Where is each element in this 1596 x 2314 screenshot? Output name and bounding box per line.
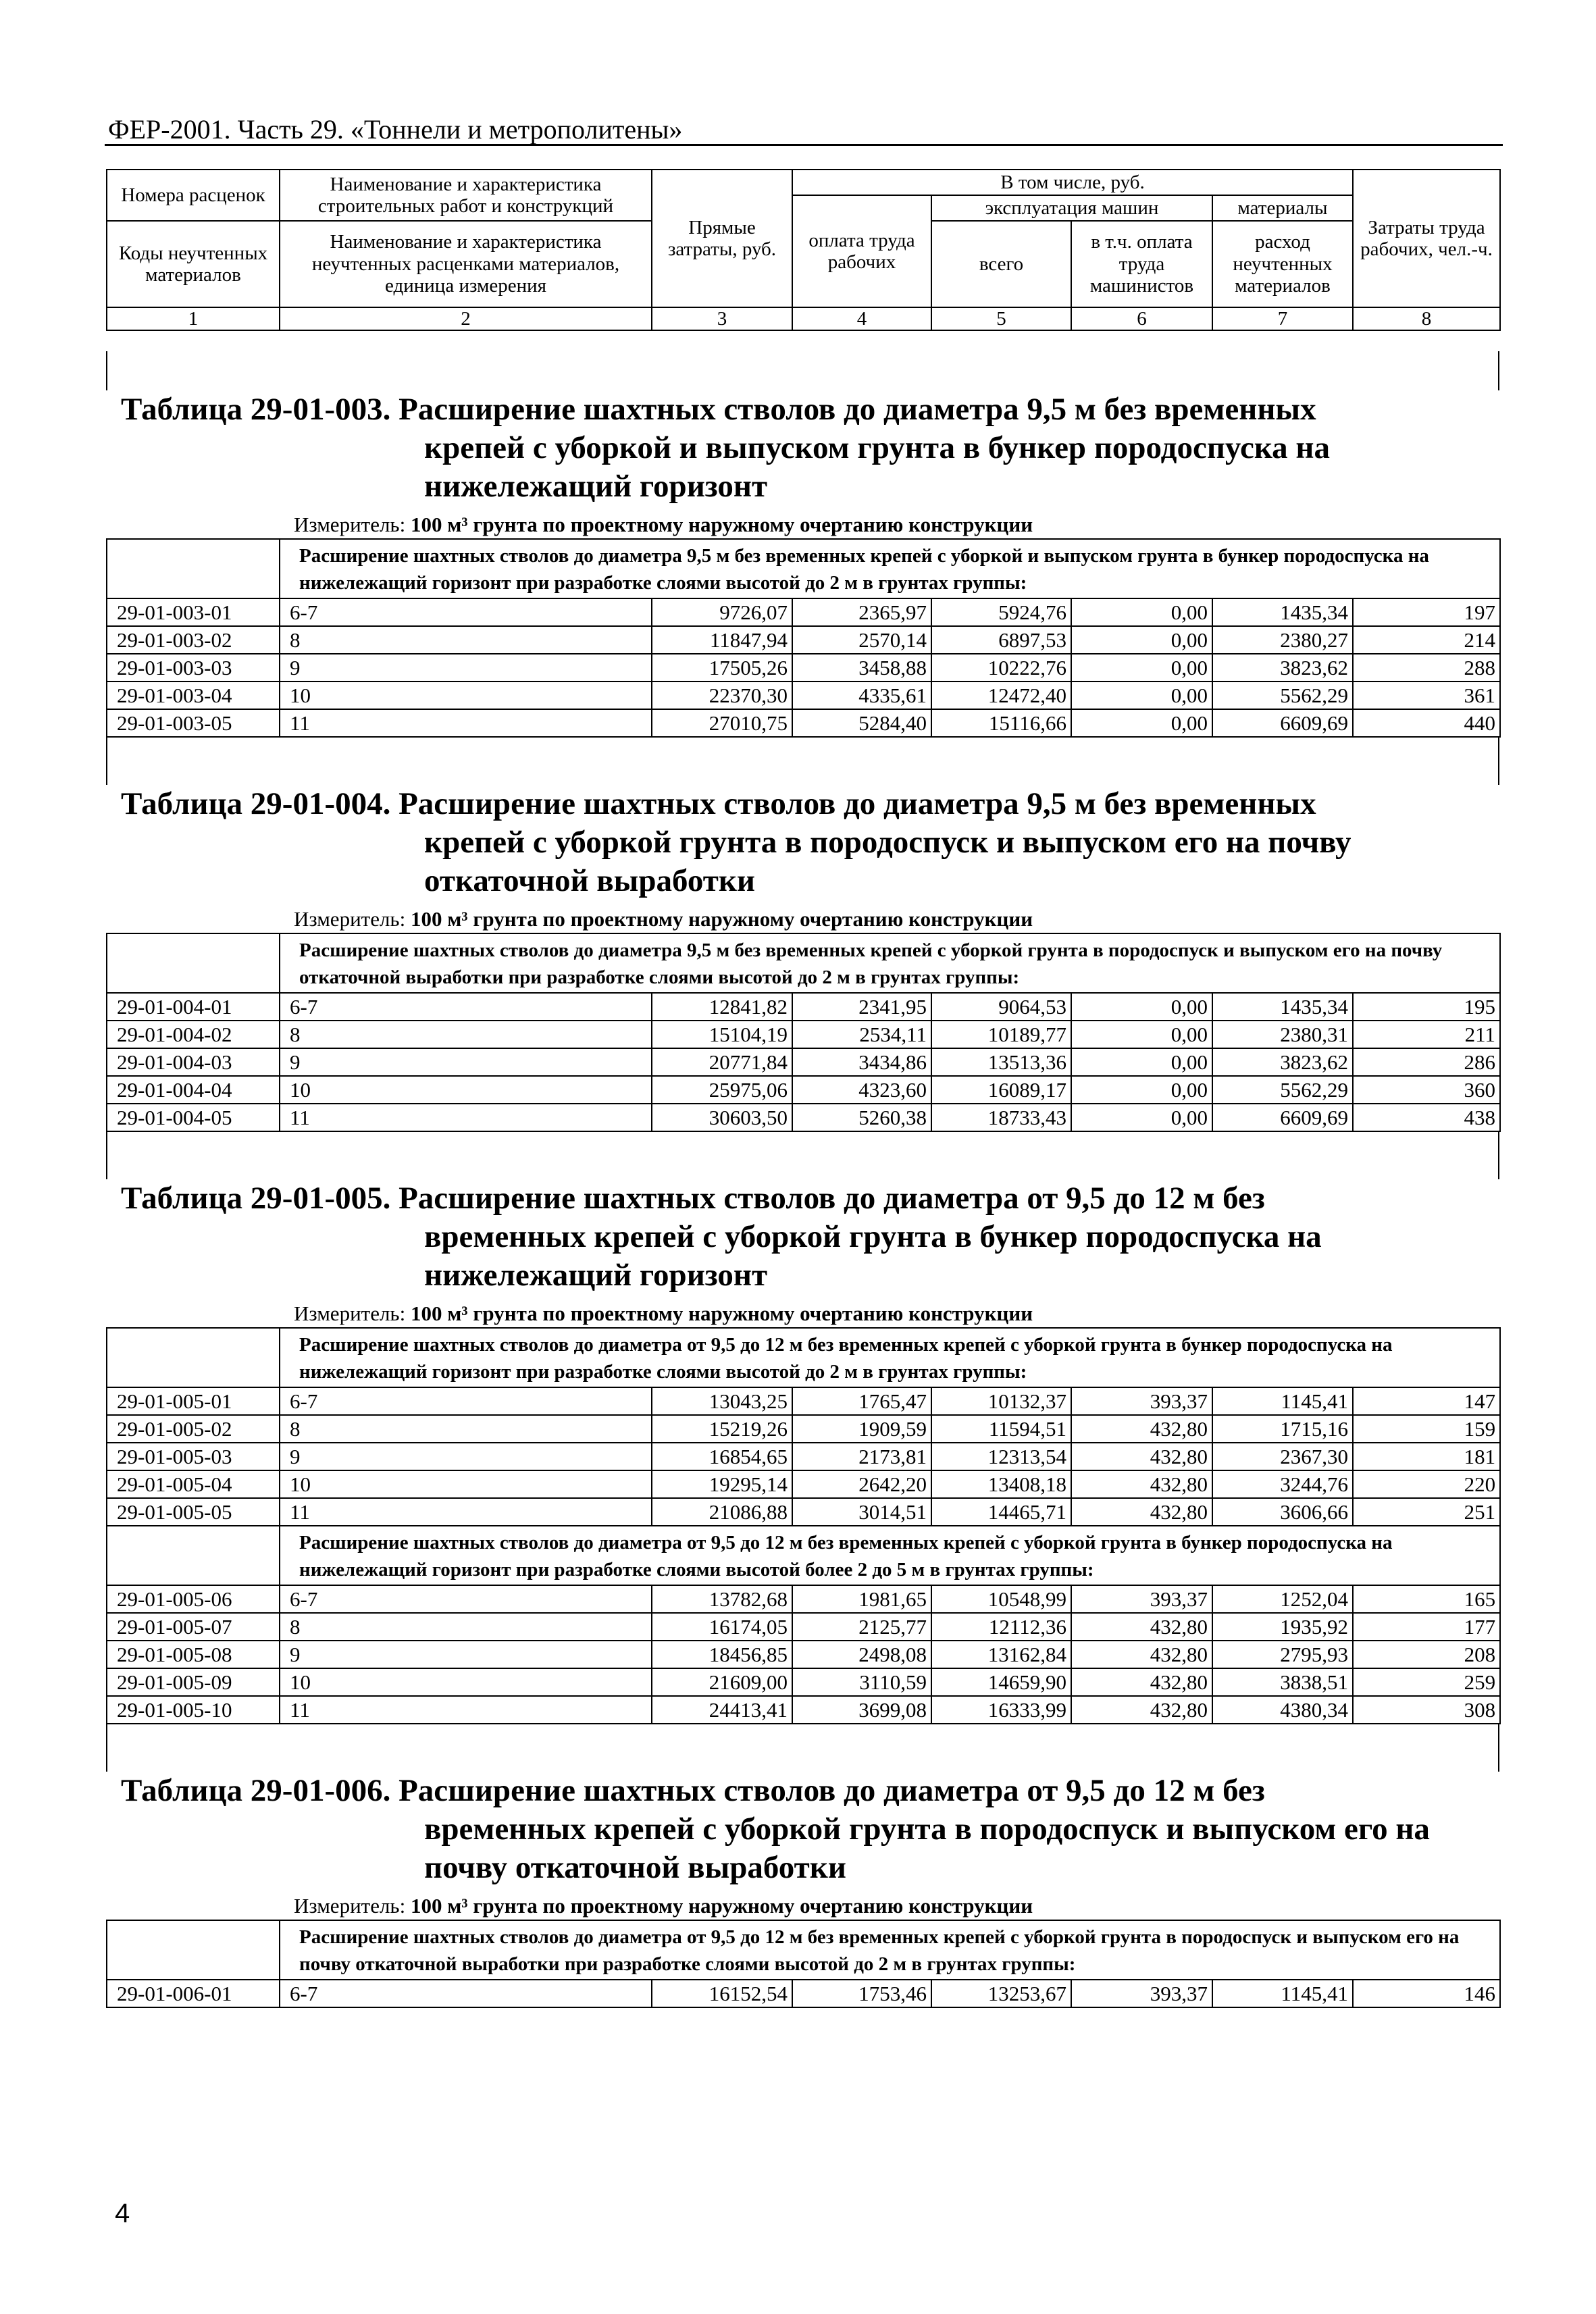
labor-hours-cell: 195 xyxy=(1353,993,1500,1021)
group-description-row xyxy=(107,539,1500,598)
machines-total-cell: 12112,36 xyxy=(931,1613,1071,1641)
worker-pay-cell: 4323,60 xyxy=(792,1076,931,1104)
machines-total-cell: 11594,51 xyxy=(931,1415,1071,1443)
soil-group-cell: 11 xyxy=(280,1498,652,1526)
machinist-pay-cell: 393,37 xyxy=(1071,1387,1212,1415)
soil-group-cell: 10 xyxy=(280,1470,652,1498)
worker-pay-cell: 2341,95 xyxy=(792,993,931,1021)
measurement-label: Измеритель: xyxy=(294,513,406,536)
col-num: 1 xyxy=(107,307,280,330)
machines-total-cell: 10222,76 xyxy=(931,654,1071,682)
labor-hours-cell: 147 xyxy=(1353,1387,1500,1415)
labor-hours-cell: 286 xyxy=(1353,1048,1500,1076)
rate-code-cell: 29-01-005-09 xyxy=(107,1668,280,1696)
section-spacer xyxy=(106,1132,1499,1179)
labor-hours-cell: 308 xyxy=(1353,1696,1500,1724)
worker-pay-cell: 2125,77 xyxy=(792,1613,931,1641)
materials-cost-cell: 1935,92 xyxy=(1212,1613,1353,1641)
table-title-line: почву откаточной выработки xyxy=(424,1850,846,1885)
column-header-table xyxy=(106,169,1501,331)
labor-hours-cell: 211 xyxy=(1353,1021,1500,1048)
rate-code-cell: 29-01-004-02 xyxy=(107,1021,280,1048)
col-head-material-codes: Коды неучтенных материалов xyxy=(107,221,280,307)
col-head-material-name: Наименование и характеристика неучтенных расценками материалов, единица измерения xyxy=(280,221,652,307)
direct-costs-cell: 11847,94 xyxy=(652,626,792,654)
machinist-pay-cell: 0,00 xyxy=(1071,1021,1212,1048)
soil-group-cell: 11 xyxy=(280,1696,652,1724)
machinist-pay-cell: 0,00 xyxy=(1071,682,1212,709)
table-title-line: нижележащий горизонт xyxy=(424,1258,768,1293)
table-row xyxy=(107,709,1500,737)
materials-cost-cell: 1145,41 xyxy=(1212,1980,1353,2007)
labor-hours-cell: 361 xyxy=(1353,682,1500,709)
direct-costs-cell: 13782,68 xyxy=(652,1585,792,1613)
machinist-pay-cell: 432,80 xyxy=(1071,1498,1212,1526)
table-row xyxy=(107,1585,1500,1613)
direct-costs-cell: 20771,84 xyxy=(652,1048,792,1076)
labor-hours-cell: 220 xyxy=(1353,1470,1500,1498)
table-row xyxy=(107,1021,1500,1048)
table-title-line: Расширение шахтных стволов до диаметра от 9,5 до 12 м без xyxy=(398,1181,1265,1216)
materials-cost-cell: 1435,34 xyxy=(1212,993,1353,1021)
worker-pay-cell: 2365,97 xyxy=(792,598,931,626)
soil-group-cell: 8 xyxy=(280,1415,652,1443)
group-description: Расширение шахтных стволов до диаметра от 9,5 до 12 м без временных крепей с уборкой грунта в бункер породоспуска на нижележащий горизонт при разработке слоями высотой более 2 до 5 м в грунтах группы: xyxy=(280,1526,1500,1585)
direct-costs-cell: 16174,05 xyxy=(652,1613,792,1641)
soil-group-cell: 8 xyxy=(280,1021,652,1048)
measurement-unit xyxy=(106,1893,1499,1920)
materials-cost-cell: 2367,30 xyxy=(1212,1443,1353,1470)
table-number: Таблица 29-01-006. xyxy=(121,1773,391,1808)
rate-table-section xyxy=(106,1772,1499,2008)
labor-hours-cell: 197 xyxy=(1353,598,1500,626)
rate-code-cell: 29-01-003-01 xyxy=(107,598,280,626)
col-head-worker-pay: оплата труда рабочих xyxy=(792,195,931,307)
labor-hours-cell: 214 xyxy=(1353,626,1500,654)
direct-costs-cell: 18456,85 xyxy=(652,1641,792,1668)
table-row xyxy=(107,1470,1500,1498)
soil-group-cell: 6-7 xyxy=(280,993,652,1021)
direct-costs-cell: 19295,14 xyxy=(652,1470,792,1498)
col-head-including: В том числе, руб. xyxy=(792,170,1353,195)
table-title xyxy=(106,390,1499,506)
col-head-work-name: Наименование и характеристика строительных работ и конструкций xyxy=(280,170,652,221)
machines-total-cell: 13408,18 xyxy=(931,1470,1071,1498)
col-head-machines: эксплуатация машин xyxy=(931,195,1212,221)
machines-total-cell: 15116,66 xyxy=(931,709,1071,737)
machines-total-cell: 16089,17 xyxy=(931,1076,1071,1104)
group-description-row xyxy=(107,1920,1500,1980)
rate-code-cell: 29-01-005-02 xyxy=(107,1415,280,1443)
table-number: Таблица 29-01-004. xyxy=(121,786,391,821)
col-head-machinist-pay: в т.ч. оплата труда машинистов xyxy=(1071,221,1212,307)
soil-group-cell: 8 xyxy=(280,626,652,654)
blank-cell xyxy=(107,1920,280,1980)
rate-code-cell: 29-01-006-01 xyxy=(107,1980,280,2007)
machinist-pay-cell: 432,80 xyxy=(1071,1443,1212,1470)
machines-total-cell: 14465,71 xyxy=(931,1498,1071,1526)
soil-group-cell: 6-7 xyxy=(280,1980,652,2007)
labor-hours-cell: 440 xyxy=(1353,709,1500,737)
rate-code-cell: 29-01-003-02 xyxy=(107,626,280,654)
worker-pay-cell: 4335,61 xyxy=(792,682,931,709)
col-num: 8 xyxy=(1353,307,1500,330)
soil-group-cell: 11 xyxy=(280,1104,652,1131)
table-row xyxy=(107,682,1500,709)
machines-total-cell: 6897,53 xyxy=(931,626,1071,654)
soil-group-cell: 11 xyxy=(280,709,652,737)
measurement-value: 100 м³ грунта по проектному наружному очертанию конструкции xyxy=(410,1894,1033,1918)
worker-pay-cell: 5260,38 xyxy=(792,1104,931,1131)
machinist-pay-cell: 0,00 xyxy=(1071,1104,1212,1131)
machinist-pay-cell: 432,80 xyxy=(1071,1613,1212,1641)
rate-table-section xyxy=(106,390,1499,738)
labor-hours-cell: 159 xyxy=(1353,1415,1500,1443)
direct-costs-cell: 24413,41 xyxy=(652,1696,792,1724)
rate-table xyxy=(106,933,1501,1132)
materials-cost-cell: 2380,27 xyxy=(1212,626,1353,654)
rate-code-cell: 29-01-005-07 xyxy=(107,1613,280,1641)
materials-cost-cell: 3823,62 xyxy=(1212,654,1353,682)
table-row xyxy=(107,1613,1500,1641)
table-row xyxy=(107,1387,1500,1415)
measurement-value: 100 м³ грунта по проектному наружному очертанию конструкции xyxy=(410,907,1033,931)
worker-pay-cell: 1753,46 xyxy=(792,1980,931,2007)
labor-hours-cell: 360 xyxy=(1353,1076,1500,1104)
table-title-line: временных крепей с уборкой грунта в породоспуск и выпуском его на xyxy=(424,1811,1430,1847)
direct-costs-cell: 21609,00 xyxy=(652,1668,792,1696)
table-row xyxy=(107,1696,1500,1724)
direct-costs-cell: 15104,19 xyxy=(652,1021,792,1048)
rate-code-cell: 29-01-005-10 xyxy=(107,1696,280,1724)
machinist-pay-cell: 0,00 xyxy=(1071,709,1212,737)
soil-group-cell: 9 xyxy=(280,1048,652,1076)
machines-total-cell: 10548,99 xyxy=(931,1585,1071,1613)
col-num: 6 xyxy=(1071,307,1212,330)
machines-total-cell: 10189,77 xyxy=(931,1021,1071,1048)
group-description-row xyxy=(107,1526,1500,1585)
labor-hours-cell: 181 xyxy=(1353,1443,1500,1470)
materials-cost-cell: 6609,69 xyxy=(1212,709,1353,737)
section-spacer xyxy=(106,1724,1499,1772)
measurement-value: 100 м³ грунта по проектному наружному очертанию конструкции xyxy=(410,1302,1033,1325)
materials-cost-cell: 2380,31 xyxy=(1212,1021,1353,1048)
col-num: 5 xyxy=(931,307,1071,330)
direct-costs-cell: 17505,26 xyxy=(652,654,792,682)
worker-pay-cell: 1981,65 xyxy=(792,1585,931,1613)
table-title-line: крепей с уборкой грунта в породоспуск и выпуском его на почву xyxy=(424,825,1352,860)
blank-cell xyxy=(107,1526,280,1585)
soil-group-cell: 9 xyxy=(280,1641,652,1668)
col-num: 7 xyxy=(1212,307,1353,330)
machines-total-cell: 13513,36 xyxy=(931,1048,1071,1076)
labor-hours-cell: 438 xyxy=(1353,1104,1500,1131)
group-description: Расширение шахтных стволов до диаметра от 9,5 до 12 м без временных крепей с уборкой грунта в породоспуск и выпуском его на почву откаточной выработки при разработке слоями высотой до 2 м в грунтах группы: xyxy=(280,1920,1500,1980)
machines-total-cell: 14659,90 xyxy=(931,1668,1071,1696)
table-number: Таблица 29-01-005. xyxy=(121,1181,391,1216)
tables-body xyxy=(106,351,1499,2008)
group-description: Расширение шахтных стволов до диаметра 9,5 м без временных крепей с уборкой и выпуском грунта в бункер породоспуска на нижележащий горизонт при разработке слоями высотой до 2 м в грунтах группы: xyxy=(280,539,1500,598)
labor-hours-cell: 165 xyxy=(1353,1585,1500,1613)
worker-pay-cell: 2642,20 xyxy=(792,1470,931,1498)
table-title-line: крепей с уборкой и выпуском грунта в бункер породоспуска на xyxy=(424,430,1331,465)
measurement-value: 100 м³ грунта по проектному наружному очертанию конструкции xyxy=(410,513,1033,536)
rate-code-cell: 29-01-003-04 xyxy=(107,682,280,709)
rate-table xyxy=(106,1920,1501,2008)
machines-total-cell: 12313,54 xyxy=(931,1443,1071,1470)
blank-cell xyxy=(107,539,280,598)
machinist-pay-cell: 0,00 xyxy=(1071,654,1212,682)
rate-code-cell: 29-01-003-03 xyxy=(107,654,280,682)
soil-group-cell: 10 xyxy=(280,1076,652,1104)
col-head-material-usage: расход неучтенных материалов xyxy=(1212,221,1353,307)
col-num: 3 xyxy=(652,307,792,330)
col-head-machines-total: всего xyxy=(931,221,1071,307)
table-title-line: временных крепей с уборкой грунта в бункер породоспуска на xyxy=(424,1219,1322,1254)
machines-total-cell: 12472,40 xyxy=(931,682,1071,709)
machines-total-cell: 13253,67 xyxy=(931,1980,1071,2007)
labor-hours-cell: 259 xyxy=(1353,1668,1500,1696)
materials-cost-cell: 3244,76 xyxy=(1212,1470,1353,1498)
worker-pay-cell: 3014,51 xyxy=(792,1498,931,1526)
table-number: Таблица 29-01-003. xyxy=(121,392,391,427)
table-row xyxy=(107,993,1500,1021)
soil-group-cell: 6-7 xyxy=(280,1585,652,1613)
group-description: Расширение шахтных стволов до диаметра 9,5 м без временных крепей с уборкой грунта в породоспуск и выпуском его на почву откаточной выработки при разработке слоями высотой до 2 м в грунтах группы: xyxy=(280,933,1500,993)
direct-costs-cell: 16854,65 xyxy=(652,1443,792,1470)
machines-total-cell: 5924,76 xyxy=(931,598,1071,626)
materials-cost-cell: 5562,29 xyxy=(1212,1076,1353,1104)
table-title-line: Расширение шахтных стволов до диаметра 9,5 м без временных xyxy=(398,392,1316,427)
rate-code-cell: 29-01-005-05 xyxy=(107,1498,280,1526)
rate-code-cell: 29-01-005-01 xyxy=(107,1387,280,1415)
worker-pay-cell: 2498,08 xyxy=(792,1641,931,1668)
machines-total-cell: 10132,37 xyxy=(931,1387,1071,1415)
machinist-pay-cell: 432,80 xyxy=(1071,1696,1212,1724)
table-row xyxy=(107,1076,1500,1104)
table-row xyxy=(107,654,1500,682)
col-head-materials: материалы xyxy=(1212,195,1353,221)
worker-pay-cell: 1909,59 xyxy=(792,1415,931,1443)
table-row xyxy=(107,1498,1500,1526)
table-row xyxy=(107,626,1500,654)
table-row xyxy=(107,1104,1500,1131)
machines-total-cell: 13162,84 xyxy=(931,1641,1071,1668)
machinist-pay-cell: 432,80 xyxy=(1071,1668,1212,1696)
labor-hours-cell: 146 xyxy=(1353,1980,1500,2007)
blank-cell xyxy=(107,1328,280,1387)
rate-code-cell: 29-01-004-04 xyxy=(107,1076,280,1104)
section-spacer xyxy=(106,738,1499,785)
table-title-line: Расширение шахтных стволов до диаметра 9,5 м без временных xyxy=(398,786,1316,821)
worker-pay-cell: 5284,40 xyxy=(792,709,931,737)
direct-costs-cell: 16152,54 xyxy=(652,1980,792,2007)
rate-code-cell: 29-01-005-08 xyxy=(107,1641,280,1668)
machinist-pay-cell: 393,37 xyxy=(1071,1980,1212,2007)
labor-hours-cell: 208 xyxy=(1353,1641,1500,1668)
soil-group-cell: 10 xyxy=(280,1668,652,1696)
rate-code-cell: 29-01-004-01 xyxy=(107,993,280,1021)
page-number: 4 xyxy=(115,2199,130,2228)
table-row xyxy=(107,1415,1500,1443)
worker-pay-cell: 2173,81 xyxy=(792,1443,931,1470)
rate-code-cell: 29-01-004-03 xyxy=(107,1048,280,1076)
table-row xyxy=(107,1980,1500,2007)
soil-group-cell: 9 xyxy=(280,654,652,682)
worker-pay-cell: 3434,86 xyxy=(792,1048,931,1076)
direct-costs-cell: 22370,30 xyxy=(652,682,792,709)
table-row xyxy=(107,598,1500,626)
soil-group-cell: 6-7 xyxy=(280,598,652,626)
worker-pay-cell: 2534,11 xyxy=(792,1021,931,1048)
machinist-pay-cell: 0,00 xyxy=(1071,993,1212,1021)
worker-pay-cell: 3699,08 xyxy=(792,1696,931,1724)
direct-costs-cell: 21086,88 xyxy=(652,1498,792,1526)
header-rule xyxy=(105,144,1503,146)
group-description: Расширение шахтных стволов до диаметра от 9,5 до 12 м без временных крепей с уборкой грунта в бункер породоспуска на нижележащий горизонт при разработке слоями высотой до 2 м в грунтах группы: xyxy=(280,1328,1500,1387)
direct-costs-cell: 15219,26 xyxy=(652,1415,792,1443)
table-row xyxy=(107,1443,1500,1470)
soil-group-cell: 9 xyxy=(280,1443,652,1470)
machines-total-cell: 16333,99 xyxy=(931,1696,1071,1724)
group-description-row xyxy=(107,933,1500,993)
direct-costs-cell: 30603,50 xyxy=(652,1104,792,1131)
machinist-pay-cell: 432,80 xyxy=(1071,1470,1212,1498)
materials-cost-cell: 3838,51 xyxy=(1212,1668,1353,1696)
rate-code-cell: 29-01-003-05 xyxy=(107,709,280,737)
soil-group-cell: 6-7 xyxy=(280,1387,652,1415)
rate-table-section xyxy=(106,785,1499,1132)
measurement-label: Измеритель: xyxy=(294,1302,406,1325)
section-spacer xyxy=(106,351,1499,390)
rate-code-cell: 29-01-005-03 xyxy=(107,1443,280,1470)
direct-costs-cell: 13043,25 xyxy=(652,1387,792,1415)
worker-pay-cell: 3110,59 xyxy=(792,1668,931,1696)
machinist-pay-cell: 393,37 xyxy=(1071,1585,1212,1613)
running-header: ФЕР-2001. Часть 29. «Тоннели и метрополитены» xyxy=(108,114,683,145)
soil-group-cell: 10 xyxy=(280,682,652,709)
measurement-unit xyxy=(106,1300,1499,1327)
col-num: 2 xyxy=(280,307,652,330)
measurement-label: Измеритель: xyxy=(294,907,406,931)
rate-code-cell: 29-01-005-04 xyxy=(107,1470,280,1498)
col-head-direct-costs: Прямые затраты, руб. xyxy=(652,170,792,307)
table-title xyxy=(106,1179,1499,1295)
direct-costs-cell: 25975,06 xyxy=(652,1076,792,1104)
machinist-pay-cell: 0,00 xyxy=(1071,1076,1212,1104)
materials-cost-cell: 1145,41 xyxy=(1212,1387,1353,1415)
machinist-pay-cell: 432,80 xyxy=(1071,1415,1212,1443)
machinist-pay-cell: 432,80 xyxy=(1071,1641,1212,1668)
machines-total-cell: 9064,53 xyxy=(931,993,1071,1021)
machinist-pay-cell: 0,00 xyxy=(1071,1048,1212,1076)
materials-cost-cell: 6609,69 xyxy=(1212,1104,1353,1131)
direct-costs-cell: 27010,75 xyxy=(652,709,792,737)
measurement-label: Измеритель: xyxy=(294,1894,406,1918)
rate-table-section xyxy=(106,1179,1499,1724)
table-row xyxy=(107,1641,1500,1668)
labor-hours-cell: 251 xyxy=(1353,1498,1500,1526)
rate-code-cell: 29-01-004-05 xyxy=(107,1104,280,1131)
materials-cost-cell: 1715,16 xyxy=(1212,1415,1353,1443)
worker-pay-cell: 3458,88 xyxy=(792,654,931,682)
materials-cost-cell: 3823,62 xyxy=(1212,1048,1353,1076)
materials-cost-cell: 1435,34 xyxy=(1212,598,1353,626)
machinist-pay-cell: 0,00 xyxy=(1071,598,1212,626)
measurement-unit xyxy=(106,906,1499,933)
table-row xyxy=(107,1048,1500,1076)
soil-group-cell: 8 xyxy=(280,1613,652,1641)
materials-cost-cell: 4380,34 xyxy=(1212,1696,1353,1724)
measurement-unit xyxy=(106,511,1499,538)
table-title-line: откаточной выработки xyxy=(424,863,756,898)
materials-cost-cell: 1252,04 xyxy=(1212,1585,1353,1613)
machines-total-cell: 18733,43 xyxy=(931,1104,1071,1131)
blank-cell xyxy=(107,933,280,993)
col-num: 4 xyxy=(792,307,931,330)
rate-table xyxy=(106,1327,1501,1724)
table-title-line: нижележащий горизонт xyxy=(424,469,768,504)
table-row xyxy=(107,1668,1500,1696)
group-description-row xyxy=(107,1328,1500,1387)
direct-costs-cell: 12841,82 xyxy=(652,993,792,1021)
materials-cost-cell: 2795,93 xyxy=(1212,1641,1353,1668)
table-title xyxy=(106,785,1499,900)
table-title xyxy=(106,1772,1499,1887)
worker-pay-cell: 1765,47 xyxy=(792,1387,931,1415)
materials-cost-cell: 5562,29 xyxy=(1212,682,1353,709)
labor-hours-cell: 288 xyxy=(1353,654,1500,682)
rate-table xyxy=(106,538,1501,738)
col-head-rate-number: Номера расценок xyxy=(107,170,280,221)
labor-hours-cell: 177 xyxy=(1353,1613,1500,1641)
col-head-labor-hours: Затраты труда рабочих, чел.-ч. xyxy=(1353,170,1500,307)
table-title-line: Расширение шахтных стволов до диаметра от 9,5 до 12 м без xyxy=(398,1773,1265,1808)
machinist-pay-cell: 0,00 xyxy=(1071,626,1212,654)
materials-cost-cell: 3606,66 xyxy=(1212,1498,1353,1526)
direct-costs-cell: 9726,07 xyxy=(652,598,792,626)
rate-code-cell: 29-01-005-06 xyxy=(107,1585,280,1613)
worker-pay-cell: 2570,14 xyxy=(792,626,931,654)
